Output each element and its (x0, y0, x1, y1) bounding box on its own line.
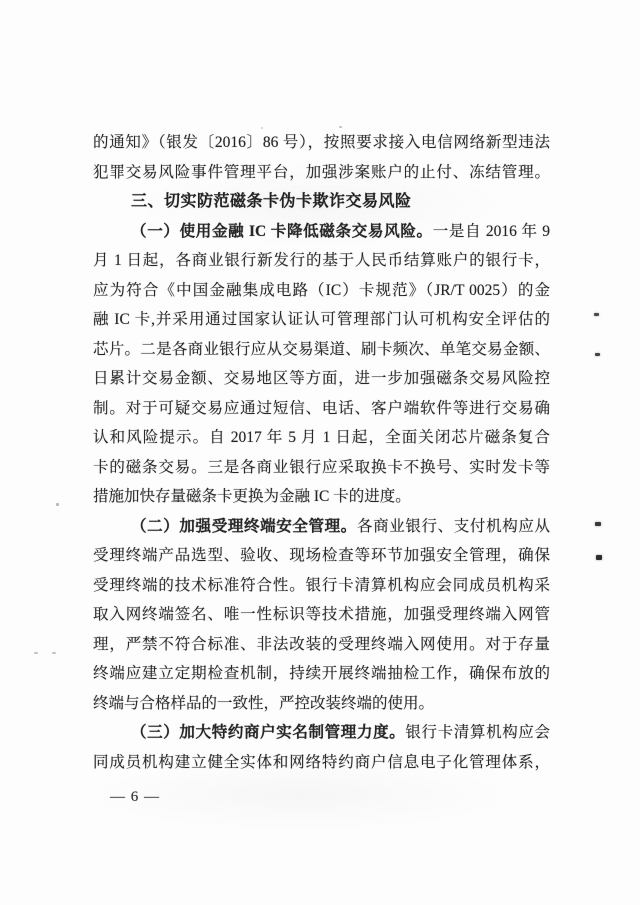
document-line (93, 541, 550, 571)
line-lead-text: （一）使用金融 IC 卡降低磁条交易风险。 (131, 222, 433, 240)
scan-speck (52, 652, 56, 654)
document-line (93, 423, 550, 453)
document-line (93, 659, 550, 689)
line-text: 同成员机构建立健全实体和网络特约商户信息电子化管理体系， (93, 753, 550, 771)
document-line (93, 453, 550, 483)
document-line (93, 718, 550, 748)
line-text: 的通知》（银发〔2016〕86 号），按照要求接入电信网络新型违法 (93, 134, 550, 151)
line-text: 理，严禁不符合标准、非法改装的受理终端入网使用。对于存量 (93, 635, 550, 653)
document-line (93, 482, 550, 512)
document-line (93, 364, 550, 394)
line-text: 受理终端产品选型、验收、现场检查等环节加强安全管理，确保 (93, 547, 550, 564)
line-text: 终端与合格样品的一致性，严控改装终端的使用。 (93, 694, 435, 712)
line-text: 各商业银行、支付机构应从 (356, 517, 550, 535)
scan-speck (595, 353, 600, 356)
document-line (93, 305, 550, 335)
line-lead-text: （二）加强受理终端安全管理。 (131, 517, 357, 535)
scan-speck (596, 555, 602, 560)
line-text: 制。对于可疑交易应通过短信、电话、客户端软件等进行交易确 (93, 399, 550, 417)
document-line (93, 600, 550, 630)
section-heading (93, 187, 550, 217)
document-line (93, 335, 550, 365)
document-body (93, 128, 550, 777)
scan-speck (34, 652, 38, 654)
line-text: 应为符合《中国金融集成电路（IC）卡规范》（JR/T 0025）的金 (93, 281, 550, 299)
scan-speck (595, 522, 601, 526)
scan-speck (261, 127, 263, 129)
line-text: 犯罪交易风险事件管理平台，加强涉案账户的止付、冻结管理。 (93, 163, 550, 181)
line-text: 取入网终端签名、唯一性标识等技术措施，加强受理终端入网管 (93, 606, 550, 623)
document-line (93, 246, 550, 276)
document-line (93, 748, 550, 778)
page-number: — 6 — (110, 789, 160, 805)
line-text: 受理终端的技术标准符合性。银行卡清算机构应会同成员机构采 (93, 576, 550, 594)
document-line (93, 217, 550, 247)
document-line (93, 128, 550, 158)
line-text: 月 1 日起，各商业银行新发行的基于人民币结算账户的银行卡， (93, 252, 550, 269)
scan-speck (339, 126, 342, 128)
document-line (93, 276, 550, 306)
line-text: 认和风险提示。自 2017 年 5 月 1 日起，全面关闭芯片磁条复合 (93, 429, 550, 446)
line-text: 终端应建立定期检查机制，持续开展终端抽检工作，确保布放的 (93, 665, 550, 682)
line-text: 融 IC 卡,并采用通过国家认证认可管理部门认可机构安全评估的 (93, 311, 550, 328)
line-text: 卡的磁条交易。三是各商业银行应采取换卡不换号、实时发卡等 (93, 458, 550, 476)
scan-speck (56, 503, 59, 506)
document-line (93, 158, 550, 188)
scan-speck (594, 313, 599, 316)
document-line (93, 689, 550, 719)
document-line (93, 394, 550, 424)
document-line (93, 512, 550, 542)
line-text: 银行卡清算机构应会 (405, 724, 550, 741)
line-text: 三、切实防范磁条卡伪卡欺诈交易风险 (131, 193, 412, 210)
line-text: 日累计交易金额、交易地区等方面，进一步加强磁条交易风险控 (93, 370, 550, 387)
line-text: 措施加快存量磁条卡更换为金融 IC 卡的进度。 (93, 488, 411, 505)
line-lead-text: （三）加大特约商户实名制管理力度。 (131, 724, 406, 741)
line-text: 芯片。二是各商业银行应从交易渠道、刷卡频次、单笔交易金额、 (93, 340, 550, 358)
document-line (93, 571, 550, 601)
line-text: 一是自 2016 年 9 (432, 222, 550, 240)
document-line (93, 630, 550, 660)
